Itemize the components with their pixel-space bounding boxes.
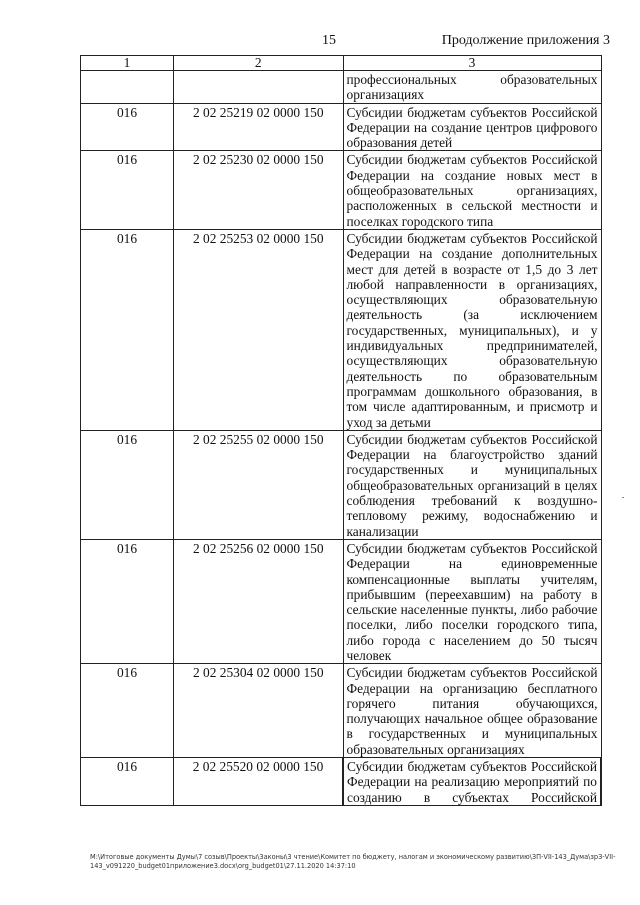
column-header-2: 2 [174, 56, 344, 71]
budget-code: 2 02 25219 02 0000 150 [174, 103, 344, 151]
budget-code: 2 02 25255 02 0000 150 [174, 430, 344, 539]
revenue-name: Субсидии бюджетам субъектов Российской Федерации на реализацию мероприятий по созданию в субъектах Российской [343, 758, 601, 806]
table-row [81, 103, 602, 151]
table-row [81, 229, 602, 430]
admin-code: 016 [81, 103, 174, 151]
admin-code: 016 [81, 151, 174, 229]
table-row-continuation [81, 71, 602, 104]
table-row [81, 664, 602, 758]
revenue-name: Субсидии бюджетам субъектов Российской Федерации на создание центров цифрового образования детей [343, 103, 601, 151]
revenue-name: Субсидии бюджетам субъектов Российской Федерации на создание дополнительных мест для детей в возрасте от 1,5 до 3 лет любой направленности в организациях, осуществляющих образовательную деятельность (за исключением государственных, муниципальных), и у индивидуальных предпринимателей, осуществляющих образовательную деятельность по образовательным программам дошкольного образования, в том числе адаптированным, и присмотр и уход за детьми [343, 229, 601, 430]
column-header-1: 1 [81, 56, 174, 71]
admin-code: 016 [81, 430, 174, 539]
page-number: 15 [322, 33, 336, 48]
budget-code: 2 02 25230 02 0000 150 [174, 151, 344, 229]
table-row [81, 430, 602, 539]
continuation-label: Продолжение приложения 3 [441, 33, 610, 48]
admin-code: 016 [81, 758, 174, 806]
budget-table [80, 55, 602, 806]
continuation-text: профессиональных образовательных организациях [343, 71, 601, 104]
revenue-name: Субсидии бюджетам субъектов Российской Федерации на благоустройство зданий государственных и муниципальных общеобразовательных организаций в целях соблюдения требований к воздушно-тепловому режиму, водоснабжению и канализации [343, 430, 601, 539]
budget-code: 2 02 25304 02 0000 150 [174, 664, 344, 758]
table-row [81, 758, 602, 806]
budget-code: 2 02 25520 02 0000 150 [174, 758, 344, 806]
admin-code: 016 [81, 664, 174, 758]
table-row [81, 539, 602, 663]
admin-code: 016 [81, 229, 174, 430]
file-path-footer: M:\Итоговые документы Думы\7 созыв\Проекты\Законы\3 чтение\Комитет по бюджету, налогам и экономическому развитию\ЗП-VII-143_Дума\зрЗ-VII-143_v091220_budget01приложение3.docx\org_budget01\27.11.2020 14:37:10 [90, 853, 616, 870]
budget-code: 2 02 25253 02 0000 150 [174, 229, 344, 430]
revenue-name: Субсидии бюджетам субъектов Российской Федерации на создание новых мест в общеобразовательных организациях, расположенных в сельской местности и поселках городского типа [343, 151, 601, 229]
table-row [81, 151, 602, 229]
revenue-name: Субсидии бюджетам субъектов Российской Федерации на единовременные компенсационные выплаты учителям, прибывшим (переехавшим) на работу в сельские населенные пункты, либо рабочие поселки, либо поселки городского типа, либо города с населением до 50 тысяч человек [343, 539, 601, 663]
budget-code: 2 02 25256 02 0000 150 [174, 539, 344, 663]
admin-code: 016 [81, 539, 174, 663]
table-header-row [81, 56, 602, 71]
column-header-3: 3 [343, 56, 601, 71]
revenue-name: Субсидии бюджетам субъектов Российской Федерации на организацию бесплатного горячего питания обучающихся, получающих начальное общее образование в государственных и муниципальных образовательных организациях [343, 664, 601, 758]
scan-mark [622, 497, 624, 498]
